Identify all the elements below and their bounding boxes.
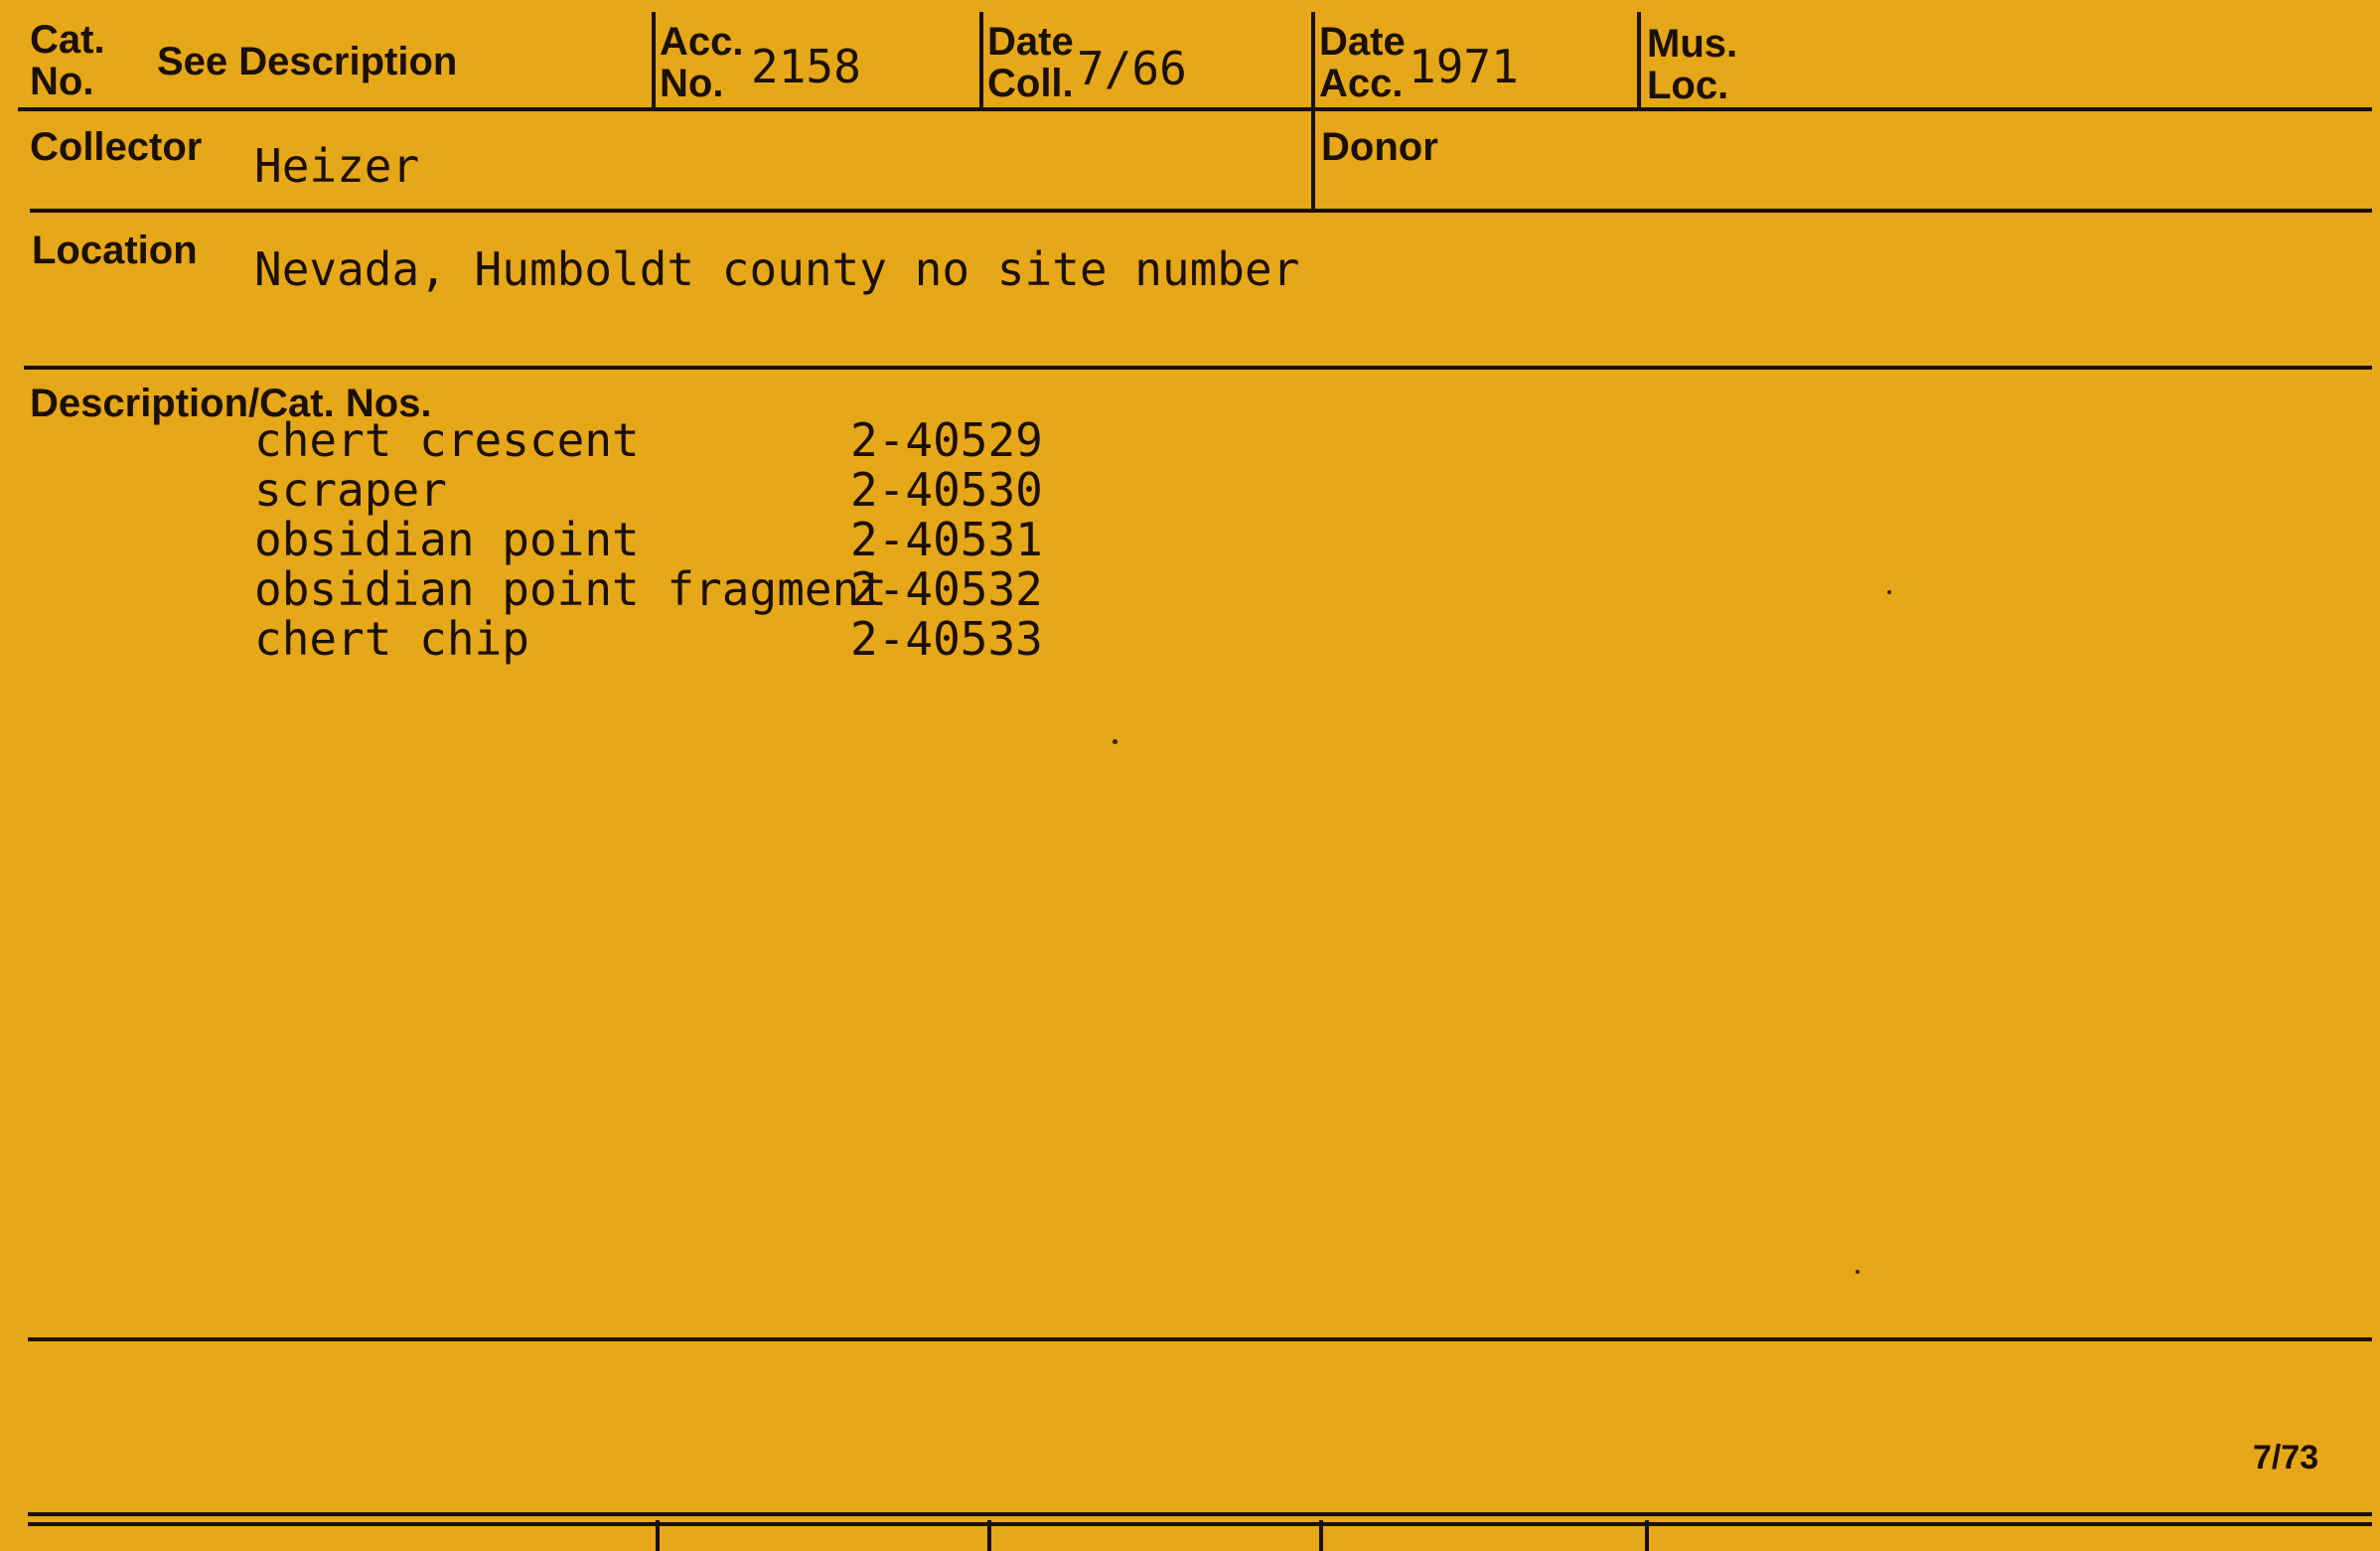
item-cat-no: 2-40532 [850,562,1043,616]
cat-no-label-1: Cat. [30,18,105,62]
speck [1856,1270,1859,1274]
header-rule [18,107,2372,111]
acc-no-label-1: Acc. [660,20,744,64]
date-coll-label-1: Date [987,20,1074,64]
footer-tick-4 [1645,1520,1649,1551]
item-cat-no: 2-40530 [850,463,1043,517]
date-coll-label-2: Coll. [987,62,1074,105]
item-name: obsidian point fragment [254,562,887,616]
collector-value: Heizer [254,139,420,193]
date-coll-value: 7/66 [1077,42,1187,95]
mus-loc-label-1: Mus. [1647,22,1738,66]
acc-no-label-2: No. [660,62,724,105]
item-cat-no: 2-40533 [850,612,1043,666]
cat-no-label-2: No. [30,60,94,103]
description-label: Description/Cat. Nos. [30,382,432,425]
mus-loc-label-2: Loc. [1647,64,1729,107]
footer-rule-2 [28,1522,2372,1526]
donor-label: Donor [1321,125,1438,169]
item-cat-no: 2-40531 [850,513,1043,566]
location-label: Location [32,229,198,272]
header-divider-2 [979,12,983,107]
speck [1113,739,1117,744]
location-value: Nevada, Humboldt county no site number [254,242,1300,296]
collector-label: Collector [30,125,203,169]
date-acc-value: 1971 [1409,40,1519,93]
item-name: obsidian point [254,513,640,566]
header-divider-1 [652,12,656,107]
header-divider-4 [1637,12,1641,107]
speck [1887,590,1891,594]
footer-tick-3 [1319,1520,1323,1551]
footer-tick-1 [656,1520,660,1551]
cat-no-value: See Description [157,40,458,83]
footer-rule-1 [28,1512,2372,1516]
header-divider-3 [1311,12,1315,211]
bottom-rule [28,1337,2372,1341]
location-rule [24,366,2372,370]
footer-tick-2 [987,1520,991,1551]
item-name: chert crescent [254,413,640,467]
acc-no-value: 2158 [751,40,861,93]
date-acc-label-2: Acc. [1319,62,1404,105]
footer-date-mark: 7/73 [2253,1439,2319,1476]
item-cat-no: 2-40529 [850,413,1043,467]
item-name: scraper [254,463,447,517]
date-acc-label-1: Date [1319,20,1406,64]
collector-rule [30,209,2372,213]
item-name: chert chip [254,612,529,666]
